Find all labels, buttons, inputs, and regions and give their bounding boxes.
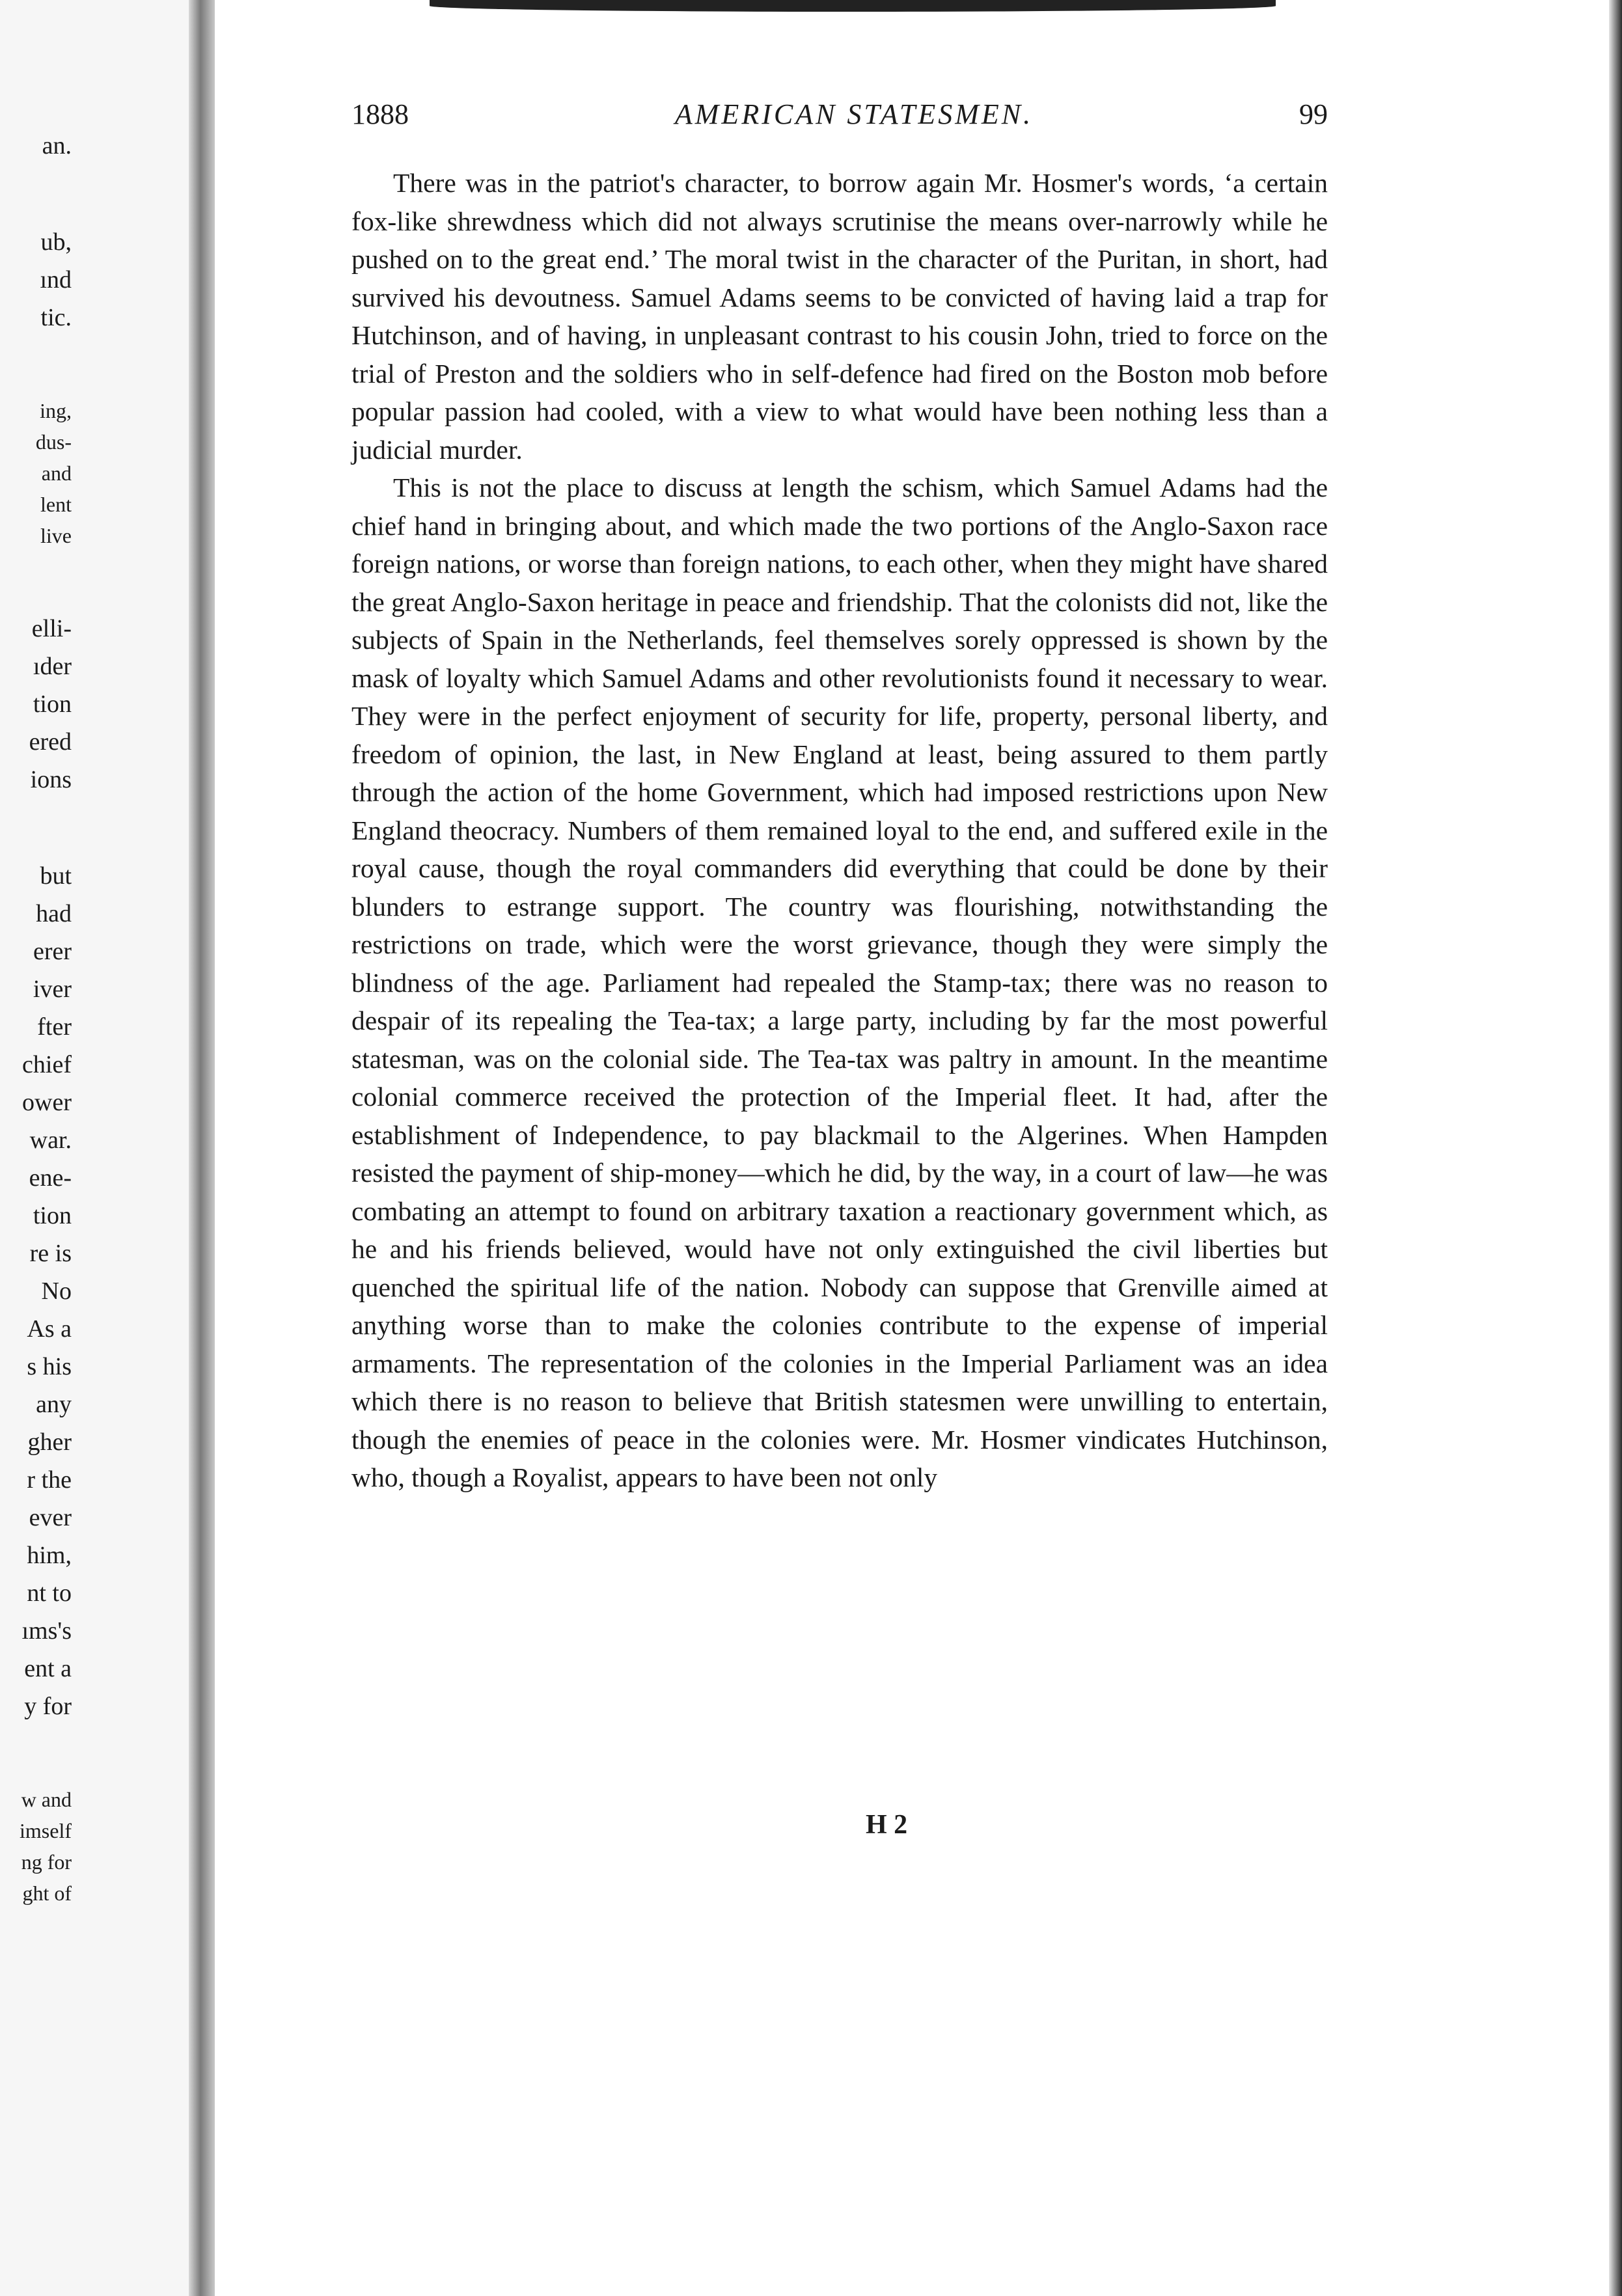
page-number: 99 <box>1299 98 1328 130</box>
previous-page-fragment: and <box>41 461 72 485</box>
previous-page-fragment: ever <box>29 1504 72 1531</box>
previous-page-fragment: ent a <box>24 1655 72 1682</box>
previous-page-fragment: nt to <box>27 1579 72 1607</box>
body-text <box>351 164 1328 1497</box>
previous-page-fragment: ower <box>22 1089 72 1116</box>
previous-page-fragment: ınd <box>40 266 72 294</box>
signature-mark: H 2 <box>866 1810 908 1840</box>
paragraph: This is not the place to discuss at length the schism, which Samuel Adams had the chief hand in bringing about, and which made the two portions of the Anglo-Saxon race foreign nations, or worse than foreign nations, to each other, when they might have shared the great Anglo-Saxon heritage in peace and friendship. That the colonists did not, like the subjects of Spain in the Netherlands, feel themselves sorely oppressed is shown by the mask of loyalty which Samuel Adams and other revolutionists found it necessary to wear. They were in the perfect enjoyment of security for life, property, personal liberty, and freedom of opinion, the last, in New England at least, being assured to them partly through the action of the home Government, which had imposed restrictions upon New England theocracy. Numbers of them remained loyal to the end, and suffered exile in the royal cause, though the royal commanders did everything that could be done by their blunders to estrange support. The country was flourishing, notwithstanding the restrictions on trade, which were the worst grievance, though they were simply the blindness of the age. Parliament had repealed the Stamp-tax; there was no reason to despair of its repealing the Tea-tax; a large party, including by far the most powerful statesman, was on the colonial side. The Tea-tax was paltry in amount. In the meantime colonial commerce received the protection of the Imperial fleet. It had, after the establishment of Independence, to pay blackmail to the Algerines. When Hampden resisted the payment of ship-money—which he did, by the way, in a court of law—he was combating an attempt to found on arbitrary taxation a reactionary government which, as he and his friends believed, would have not only extinguished the civil liberties but quenched the spiritual life of the nation. Nobody can suppose that Grenville aimed at anything worse than to make the colonies contribute to the expense of imperial armaments. The representation of the colonies in the Imperial Parliament was an idea which there is no reason to believe that British statesmen were unwilling to entertain, though the enemies of peace in the colonies were. Mr. Hosmer vindicates Hutchinson, who, though a Royalist, appears to have been not only <box>351 472 1328 1492</box>
previous-page-fragment: fter <box>37 1013 72 1041</box>
fragment-gap <box>0 551 72 610</box>
previous-page-fragment: ıder <box>33 653 72 680</box>
top-scan-shadow <box>430 0 1276 12</box>
previous-page-fragment: chief <box>22 1051 72 1078</box>
previous-page-fragment: ions <box>30 766 72 793</box>
previous-page-fragment: As a <box>27 1315 72 1343</box>
previous-page-fragment: ng for <box>21 1850 72 1874</box>
previous-page-fragment: re is <box>29 1240 72 1267</box>
previous-page-fragment: ub, <box>40 228 72 256</box>
previous-page-fragment: tion <box>33 690 72 718</box>
previous-page-fragment: had <box>36 900 72 927</box>
previous-page-fragment: but <box>40 862 72 890</box>
previous-page-fragment: dus- <box>35 430 72 454</box>
previous-page-fragment: ing, <box>40 399 72 422</box>
header-title: AMERICAN STATESMEN. <box>674 98 1034 130</box>
previous-page-fragment: war. <box>29 1127 72 1154</box>
previous-page-fragment: erer <box>33 938 72 965</box>
previous-page-fragment: y for <box>24 1693 72 1720</box>
previous-page-fragment: w and <box>21 1788 72 1811</box>
previous-page-fragment: ene- <box>29 1164 72 1192</box>
header-year: 1888 <box>351 98 409 130</box>
previous-page-fragment: imself <box>20 1819 72 1842</box>
previous-page-fragment: No <box>41 1278 72 1305</box>
previous-page-fragment: ght of <box>22 1881 72 1905</box>
previous-page-fragment: r the <box>27 1466 72 1494</box>
previous-page-fragment: lent <box>40 493 72 516</box>
fragment-gap <box>0 1725 72 1784</box>
book-page <box>351 98 1328 1497</box>
previous-page-fragment: live <box>40 524 72 547</box>
fragment-gap <box>0 799 72 857</box>
previous-page-fragment: elli- <box>31 615 72 642</box>
previous-page-fragment: ered <box>29 728 72 756</box>
previous-page-fragment: ıms's <box>21 1617 72 1645</box>
previous-page-fragment: iver <box>33 976 72 1003</box>
book-gutter <box>189 0 215 2296</box>
previous-page-line-endings <box>0 127 72 1909</box>
fragment-gap <box>0 165 72 223</box>
running-header <box>351 98 1328 150</box>
previous-page-fragment: tion <box>33 1202 72 1229</box>
previous-page-edge <box>0 0 195 2296</box>
paragraph: There was in the patriot's character, to borrow again Mr. Hosmer's words, ‘a certain fox-like shrewdness which did not always scrutinise the means over-narrowly while he pushed on to the great end.’ The moral twist in the character of the Puritan, in short, had survived his devoutness. Samuel Adams seems to be convicted of having laid a trap for Hutchinson, and of having, in unpleasant contrast to his cousin John, tried to force on the trial of Preston and the soldiers who in self-defence had fired on the Boston mob before popular passion had cooled, with a view to what would have been nothing less than a judicial murder. <box>351 168 1328 465</box>
previous-page-fragment: him, <box>27 1542 72 1569</box>
previous-page-fragment: gher <box>27 1428 72 1456</box>
fragment-gap <box>0 336 72 395</box>
previous-page-fragment: tic. <box>40 304 72 331</box>
previous-page-fragment: any <box>36 1391 72 1418</box>
previous-page-fragment: s his <box>27 1353 72 1380</box>
right-scan-edge <box>1609 0 1622 2296</box>
previous-page-fragment: an. <box>42 132 72 159</box>
